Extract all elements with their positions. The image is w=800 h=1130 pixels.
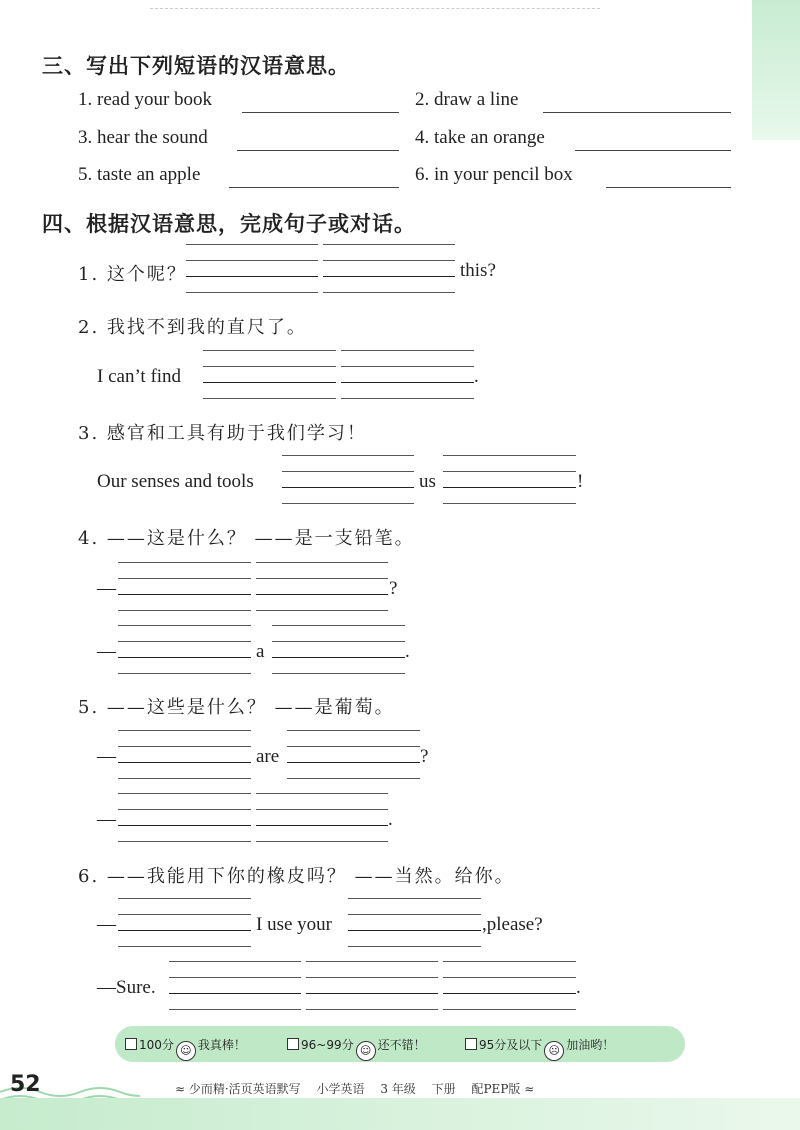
q3-prefix: Our senses and tools (97, 471, 254, 492)
q4-answer-end: . (405, 641, 410, 662)
q3-chinese: 3. 感官和工具有助于我们学习！ (78, 423, 367, 444)
footer-grade: 3 年级 (380, 1082, 416, 1096)
q4-answer-mid: a (256, 641, 265, 662)
bottom-decoration-bar (0, 1098, 800, 1130)
q1-writing-line-1[interactable] (186, 244, 318, 292)
q5-answer-line-1[interactable] (118, 793, 251, 841)
self-evaluation-bar (115, 1026, 685, 1062)
answer-line-2[interactable] (543, 112, 731, 113)
q6-question-mid: I use your (256, 914, 332, 935)
q6-answer-end: . (576, 977, 581, 998)
q6-answer-line-2[interactable] (306, 961, 438, 1009)
q4-answer-line-1[interactable] (118, 625, 251, 673)
footer-info (175, 1080, 546, 1097)
eval-item-95-below (465, 1036, 614, 1061)
q5-question-dash: — (97, 746, 116, 767)
section-3-heading: 三、写出下列短语的汉语意思。 (42, 54, 350, 78)
phrase-2: 2. draw a line (415, 89, 519, 110)
q2-chinese: 2. 我找不到我的直尺了。 (78, 317, 307, 338)
q5-chinese: 5. ——这些是什么？ ——是葡萄。 (78, 697, 395, 718)
q6-question-line-2[interactable] (348, 898, 481, 946)
q6-answer-prefix: —Sure. (97, 977, 156, 998)
q4-question-line-1[interactable] (118, 562, 251, 610)
top-dashed-rule (150, 8, 600, 9)
decorative-side-bar (752, 0, 800, 140)
q6-question-dash: — (97, 914, 116, 935)
page-number: 52 (10, 1072, 41, 1097)
footer-edition: 配PEP版 ≈ (471, 1082, 535, 1096)
cheer-face-icon: ☹ (544, 1041, 564, 1061)
q5-question-end: ? (420, 746, 429, 767)
eval-checkbox-96-99[interactable] (287, 1038, 299, 1050)
q4-question-line-2[interactable] (256, 562, 388, 610)
smile-face-icon: ☺ (176, 1041, 196, 1061)
answer-line-1[interactable] (242, 112, 399, 113)
footer-level: 小学英语 (316, 1082, 365, 1096)
eval-score-96-99: 96~99分 (301, 1038, 354, 1052)
q1-writing-line-2[interactable] (323, 244, 455, 292)
eval-item-96-99 (287, 1036, 426, 1061)
q1-chinese: 1. 这个呢？ (78, 264, 187, 285)
q4-question-dash: — (97, 578, 116, 599)
q2-writing-line-1[interactable] (203, 350, 336, 398)
q3-end: ! (577, 471, 584, 492)
q6-chinese: 6. ——我能用下你的橡皮吗？ ——当然。给你。 (78, 866, 515, 887)
q5-question-line-2[interactable] (287, 730, 420, 778)
section-4-heading: 四、根据汉语意思，完成句子或对话。 (42, 212, 416, 236)
answer-line-6[interactable] (606, 187, 731, 188)
phrase-5: 5. taste an apple (78, 164, 201, 185)
phrase-4: 4. take an orange (415, 127, 545, 148)
q2-prefix: I can’t find (97, 366, 182, 387)
q5-answer-line-2[interactable] (256, 793, 388, 841)
q5-answer-end: . (388, 809, 393, 830)
q5-question-line-1[interactable] (118, 730, 251, 778)
q2-end: . (474, 366, 479, 387)
phrase-3: 3. hear the sound (78, 127, 208, 148)
q6-answer-line-1[interactable] (169, 961, 301, 1009)
eval-score-100: 100分 (139, 1038, 174, 1052)
phrase-1: 1. read your book (78, 89, 213, 110)
answer-line-5[interactable] (229, 187, 399, 188)
footer-volume: 下册 (431, 1082, 456, 1096)
answer-line-4[interactable] (575, 150, 731, 151)
answer-line-3[interactable] (237, 150, 399, 151)
q6-question-end: ,please? (482, 914, 543, 935)
q1-suffix: this? (460, 260, 496, 281)
phrase-6: 6. in your pencil box (415, 164, 573, 185)
q3-writing-line-2[interactable] (443, 455, 576, 503)
q4-answer-dash: — (97, 641, 116, 662)
q2-writing-line-2[interactable] (341, 350, 474, 398)
q6-question-line-1[interactable] (118, 898, 251, 946)
q3-mid: us (419, 471, 436, 492)
eval-score-95-below: 95分及以下 (479, 1038, 543, 1052)
q3-writing-line-1[interactable] (282, 455, 414, 503)
smile-face-icon: ☺ (356, 1041, 376, 1061)
q5-answer-dash: — (97, 809, 116, 830)
eval-checkbox-95-below[interactable] (465, 1038, 477, 1050)
eval-item-100 (125, 1036, 246, 1061)
q4-question-end: ? (389, 578, 398, 599)
q5-question-mid: are (256, 746, 280, 767)
q4-chinese: 4. ——这是什么？ ——是一支铅笔。 (78, 528, 415, 549)
q4-answer-line-2[interactable] (272, 625, 405, 673)
eval-text-95-below: 加油哟！ (566, 1038, 615, 1052)
eval-checkbox-100[interactable] (125, 1038, 137, 1050)
footer-series: ≈ 少而精·活页英语默写 (175, 1082, 301, 1096)
eval-text-100: 我真棒！ (197, 1038, 246, 1052)
q6-answer-line-3[interactable] (443, 961, 576, 1009)
eval-text-96-99: 还不错！ (377, 1038, 426, 1052)
